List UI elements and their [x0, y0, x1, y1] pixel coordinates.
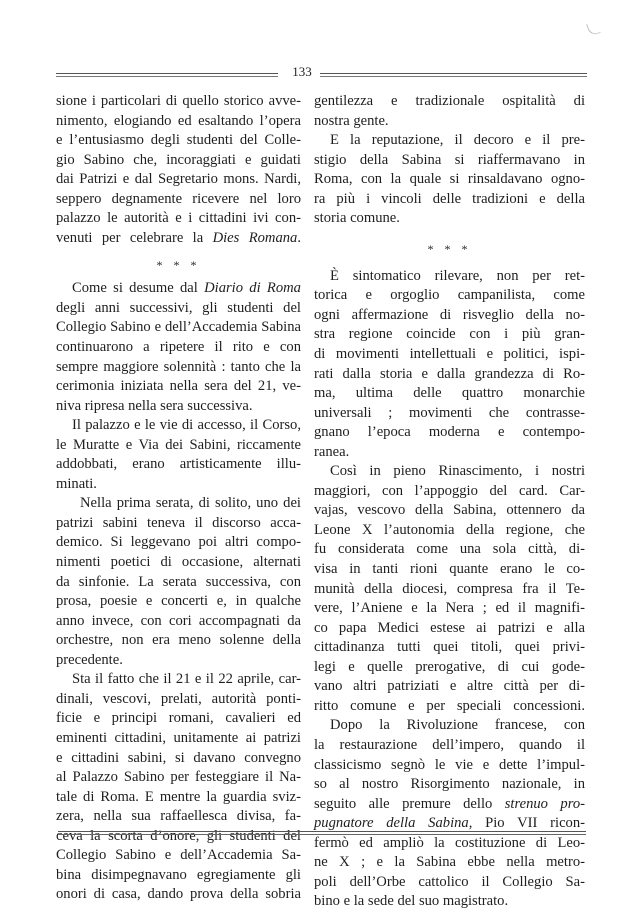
- text-line: torica e orgoglio campanilista, come: [314, 287, 585, 304]
- text-line: legi e quelle prerogative, di cui gode-: [314, 658, 585, 675]
- text-line: fu considerata come una sola città, di-: [314, 541, 585, 558]
- text-line: Collegio Sabino e dell’Accademia Sabina: [56, 319, 301, 336]
- text-line: stigio della Sabina si riaffermavano in: [314, 151, 585, 168]
- text-line: ritto comune e per speciali concessioni.: [314, 697, 585, 714]
- text-line: vano altri patriziati e altre città per di-: [314, 678, 585, 695]
- text-line: È sintomatico rilevare, non per ret-: [330, 267, 585, 284]
- text-line: nimenti poetici di occasione, alternati: [56, 554, 301, 571]
- header-rule-right: [320, 73, 587, 74]
- text-line: ra più i vincoli delle tradizioni e della: [314, 190, 585, 207]
- page-header: [56, 64, 587, 81]
- paragraph-2: [56, 279, 301, 416]
- text-line: venuti per celebrare la Dies Romana.: [56, 229, 301, 246]
- text-line: Nella prima serata, di solito, uno dei: [80, 495, 301, 512]
- text-line: zera, nella sua raffaellesca divisa, fa-: [56, 808, 301, 825]
- text-line: di movimenti intellettuali e politici, ispi-: [314, 346, 585, 363]
- paragraph-3: [314, 267, 585, 462]
- italic-title: Diario di Roma: [204, 280, 301, 297]
- text-line: anno invece, con cori accompagnati da: [56, 612, 301, 629]
- paragraph-1: [314, 92, 585, 131]
- text-line: Collegio Sabino e dell’Accademia Sa-: [56, 847, 301, 864]
- text-line: nostra gente.: [314, 112, 389, 129]
- text-line: universali ; movimenti che contrasse-: [314, 404, 585, 421]
- text-line: maggiori, con l’appoggio del card. Car-: [314, 482, 585, 499]
- text-line: prosa, poesie e concerti e, in qualche: [56, 593, 301, 610]
- text-line: le Muratte e Via dei Sabini, riccamente: [56, 436, 301, 453]
- text-line: ceva la scorta d’onore, gli studenti del: [56, 827, 301, 844]
- text-line: demico. Si leggevano poi altri compo-: [56, 534, 301, 551]
- section-separator: * * *: [156, 258, 201, 273]
- text-line: pugnatore della Sabina, Pio VII ricon-: [314, 815, 585, 832]
- text-line: ma, ultima delle quattro monarchie: [314, 385, 585, 402]
- left-column: [56, 92, 301, 905]
- text-line: Dopo la Rivoluzione francese, con: [330, 717, 585, 734]
- text-line: stra regione coincide con i più gran-: [314, 326, 585, 343]
- text-line: e cittadini sabini, si davano convegno: [56, 749, 301, 766]
- text-line: orchestre, non era meno solenne della: [56, 632, 301, 649]
- paragraph-4: [314, 462, 585, 716]
- text-line: fermò ed ampliò la costituzione di Leo-: [314, 834, 585, 851]
- text-line: seppero degnamente ricevere nel loro: [56, 190, 301, 207]
- paragraph-2: [314, 131, 585, 229]
- text-line: munità della diocesi, compresa fra il Te-: [314, 580, 585, 597]
- text-line: seguito alle premure dello strenuo pro-: [314, 795, 585, 812]
- section-separator: * * *: [427, 241, 472, 256]
- text-line: la restaurazione dell’impero, quando il: [314, 736, 585, 753]
- page-number: 133: [292, 64, 312, 79]
- text-line: classicismo segnò le vie e dette l’impul-: [314, 756, 585, 773]
- text-line: gentilezza e tradizionale ospitalità di: [314, 93, 585, 109]
- text-line: Roma, con la quale si rinsaldavano ogno-: [314, 171, 585, 188]
- text-line: poli dell’Orbe cattolico il Collegio Sa-: [314, 873, 585, 890]
- text-line: Sta il fatto che il 21 e il 22 aprile, car-: [72, 671, 301, 688]
- text-line: sempre maggiore solennità : tanto che la: [56, 358, 301, 375]
- text-line: rati dalla storia e dalla grandezza di Ro-: [314, 365, 585, 382]
- text-line: gnano l’epoca moderna e contempo-: [314, 424, 585, 441]
- paragraph-4: [56, 494, 301, 670]
- text-line: ogni affermazione di risveglio della no-: [314, 306, 585, 323]
- text-line: minati.: [56, 475, 97, 492]
- text-line: niva ripresa nella sera successiva.: [56, 397, 253, 414]
- text-line: eminenti cittadini, unitamente ai patrizi: [56, 729, 301, 746]
- text-line: vere, l’Aniene e la Nera ; ed il magnifi-: [314, 600, 585, 617]
- paragraph-5: [56, 670, 301, 905]
- text-line: cittadinanza tutti quei titoli, quei privi-: [314, 639, 585, 656]
- text-line: ranea.: [314, 443, 350, 460]
- text-line: gio Sabino che, incoraggiati e guidati: [56, 151, 301, 168]
- italic-phrase: pugnatore della Sabina: [314, 815, 469, 832]
- text-line: onori di casa, dando prova della sobria: [56, 886, 301, 903]
- text-line: bina disimpegnavano egregiamente gli: [56, 866, 301, 883]
- text-line: storia comune.: [314, 210, 400, 227]
- scan-corner-mark: [586, 21, 601, 37]
- text-line: precedente.: [56, 651, 123, 668]
- text-line: so al nostro Risorgimento nazionale, in: [314, 776, 585, 793]
- text-line: continuarono a ripetere il rito e con: [56, 339, 301, 356]
- text-line: bino e la sede del suo magistrato.: [314, 893, 509, 910]
- text-line: vajas, vescovo della Sabina, ottennero da: [314, 502, 585, 519]
- text-line: visa in tanti rioni quante erano le co-: [314, 561, 585, 578]
- text-line: ficie e principi romani, cavalieri ed: [56, 710, 301, 727]
- text-line: cerimonia iniziata nella sera del 21, ve-: [56, 378, 301, 395]
- text-line: addobbati, erano artisticamente illu-: [56, 456, 301, 473]
- paragraph-3: [56, 416, 301, 494]
- text-line: Come si desume dal Diario di Roma: [72, 280, 301, 297]
- text-line: da sinfonie. La serata successiva, con: [56, 573, 301, 590]
- text-line: al Palazzo Sabino per festeggiare il Na-: [56, 769, 301, 786]
- text-line: dai Patrizi e dal Segretario mons. Nardi,: [56, 171, 301, 188]
- text-line: co papa Medici estese ai patrizi e alla: [314, 619, 585, 636]
- italic-title: Dies Romana: [212, 229, 298, 246]
- right-column: [314, 92, 585, 912]
- text-line: sione i particolari di quello storico avve-: [56, 93, 301, 109]
- text-line: ne X ; e la Sabina ebbe nella metro-: [314, 854, 585, 871]
- text-line: Leone X l’autonomia della regione, che: [314, 521, 585, 538]
- text-line: degli anni successivi, gli studenti del: [56, 299, 301, 316]
- text-line: palazzo le autorità e i cittadini ivi con-: [56, 210, 301, 227]
- text-line: patrizi sabini teneva il discorso acca-: [56, 514, 301, 531]
- paragraph-5: [314, 716, 585, 911]
- paragraph-1: [56, 92, 301, 248]
- text-line: nimento, elogiando ed esaltando l’opera: [56, 112, 301, 129]
- text-line: Così in pieno Rinascimento, i nostri: [330, 463, 585, 480]
- text-line: Il palazzo e le vie di accesso, il Corso,: [72, 417, 301, 434]
- header-rule-left: [56, 73, 278, 74]
- text-line: E la reputazione, il decoro e il pre-: [330, 132, 585, 149]
- text-line: tale di Roma. E mentre la guardia sviz-: [56, 788, 301, 805]
- text-line: e l’entusiasmo degli studenti del Colle-: [56, 132, 301, 149]
- italic-phrase: strenuo pro-: [504, 795, 585, 812]
- text-line: dinali, vescovi, prelati, autorità ponti-: [56, 690, 301, 707]
- footer-rule: [58, 831, 586, 832]
